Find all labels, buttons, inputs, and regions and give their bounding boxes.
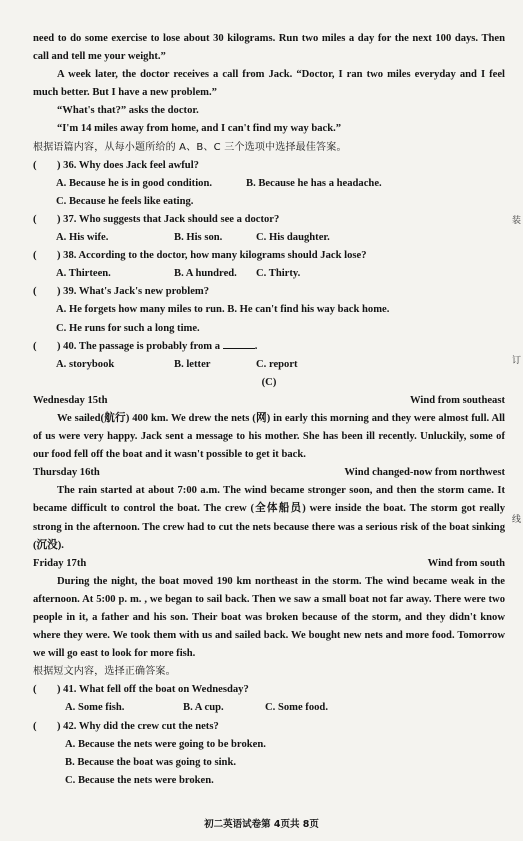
answer-paren: ( (33, 250, 37, 262)
answer-option: C. Because he feels like eating. (56, 195, 194, 207)
passage-b-paragraph-3: “What's that?” asks the doctor. (57, 105, 199, 117)
option-line (33, 265, 505, 283)
question-stem (33, 211, 505, 229)
diary-day: Wednesday 15th (33, 394, 108, 406)
answer-option: B. Because he has a headache. (246, 177, 382, 189)
question-stem (33, 718, 505, 736)
passage-b-paragraph-4: “I'm 14 miles away from home, and I can't find my way back.” (57, 123, 342, 135)
diary-text: During the night, the boat moved 190 km northeast in the storm. The wind became weak in the afternoon. At 5:00 p. m. , we began to sail back. Then we saw a small boat not far away. There were two people in it, a father and his son. Their boat was broken because of the storm, and they didn't know where they were. We took them with us and sailed back. We bought new nets and more food. Tomorrow we will go east to look for more fish. (33, 575, 505, 660)
option-line (33, 356, 505, 374)
binding-mark-2: 订 (511, 356, 521, 366)
answer-paren: ( (33, 213, 37, 225)
answer-paren: ( (33, 684, 37, 696)
exam-page (33, 30, 505, 790)
diary-entries (33, 392, 505, 663)
binding-mark-3: 线 (511, 515, 521, 525)
option-line (33, 754, 505, 772)
diary-day: Friday 17th (33, 557, 87, 569)
answer-option: B. letter (174, 358, 211, 370)
question-text: ) 42. Why did the crew cut the nets? (57, 720, 219, 732)
answer-option: A. His wife. (56, 232, 109, 244)
option-line (33, 772, 505, 790)
diary-wind: Wind from southeast (410, 394, 505, 406)
question-text: ) 41. What fell off the boat on Wednesday? (57, 684, 249, 696)
question-stem (33, 283, 505, 301)
answer-paren: ( (33, 340, 37, 352)
instruction-c: 根据短文内容，选择正确答案。 (33, 666, 176, 678)
answer-option: C. Because the nets were broken. (65, 774, 214, 786)
question-text: ) 36. Why does Jack feel awful? (57, 159, 199, 171)
diary-wind: Wind from south (427, 557, 505, 569)
question-stem (33, 157, 505, 175)
answer-paren: ( (33, 159, 37, 171)
option-line (33, 229, 505, 247)
answer-option: B. Because the boat was going to sink. (65, 756, 236, 768)
option-line (33, 736, 505, 754)
answer-option: B. His son. (174, 232, 223, 244)
option-line (33, 193, 505, 211)
question-text: ) 40. The passage is probably from a (57, 340, 223, 352)
diary-day: Thursday 16th (33, 467, 100, 479)
diary-text: We sailed(航行) 400 km. We drew the nets (网) in early this morning and they were almost full. All of us were very happy. Jack sent a message to his mother. She has been ill recently. Unluckily, some of our food fell off the boat and it wasn't possible to get it back. (33, 412, 505, 461)
diary-wind: Wind changed-now from northwest (344, 467, 505, 479)
answer-paren: ( (33, 720, 37, 732)
option-line (33, 301, 505, 319)
question-text: ) 38. According to the doctor, how many kilograms should Jack lose? (57, 250, 367, 262)
answer-option: A. storybook (56, 358, 115, 370)
question-stem (33, 338, 505, 356)
page-footer: 初二英语试卷第 4页共 8页 (204, 819, 319, 830)
answer-option: C. Some food. (265, 702, 328, 714)
question-stem (33, 247, 505, 265)
option-line (33, 320, 505, 338)
answer-option: C. He runs for such a long time. (56, 322, 200, 334)
passage-b-paragraph-1: need to do some exercise to lose about 30 kilograms. Run two miles a day for the next 100 days. Then call and tell me your weight.” (33, 33, 505, 63)
question-stem (33, 681, 505, 699)
diary-entry-header (33, 464, 505, 482)
question-text: ) 37. Who suggests that Jack should see a doctor? (57, 213, 280, 225)
section-c-label: (C) (261, 376, 277, 388)
option-line (33, 699, 505, 717)
questions-b (33, 157, 505, 374)
answer-option: C. report (256, 358, 298, 370)
question-text-with-blank: ) 40. The passage is probably from a . (57, 338, 257, 356)
passage-b-paragraph-2: A week later, the doctor receives a call from Jack. “Doctor, I ran two miles everyday and I feel much better. But I have a new problem.” (33, 69, 505, 99)
answer-option: C. His daughter. (256, 232, 330, 244)
answer-option: C. Thirty. (256, 268, 301, 280)
question-text: ) 39. What's Jack's new problem? (57, 286, 210, 298)
answer-blank (223, 338, 255, 349)
answer-option: A. Thirteen. (56, 268, 111, 280)
option-line (33, 175, 505, 193)
diary-entry-header (33, 392, 505, 410)
answer-option: A. Some fish. (65, 702, 125, 714)
diary-text: The rain started at about 7:00 a.m. The wind became stronger soon, and then the storm came. It became difficult to control the boat. The crew (全体船员) were inside the boat. The storm got really strong in the afternoon. The crew had to cut the nets because there was a serious risk of the boat sinking (沉没). (33, 485, 505, 551)
answer-option: A. Because the nets were going to be broken. (65, 738, 266, 750)
questions-c (33, 681, 505, 790)
answer-option: B. A cup. (183, 702, 224, 714)
answer-option: A. He forgets how many miles to run. B. He can't find his way back home. (56, 304, 390, 316)
instruction-b: 根据语篇内容，从每小题所给的 A、B、C 三个选项中选择最佳答案。 (33, 141, 347, 153)
answer-option: B. A hundred. (174, 268, 237, 280)
diary-entry-header (33, 555, 505, 573)
binding-mark-1: 装 (511, 216, 521, 226)
answer-paren: ( (33, 286, 37, 298)
answer-option: A. Because he is in good condition. (56, 177, 212, 189)
